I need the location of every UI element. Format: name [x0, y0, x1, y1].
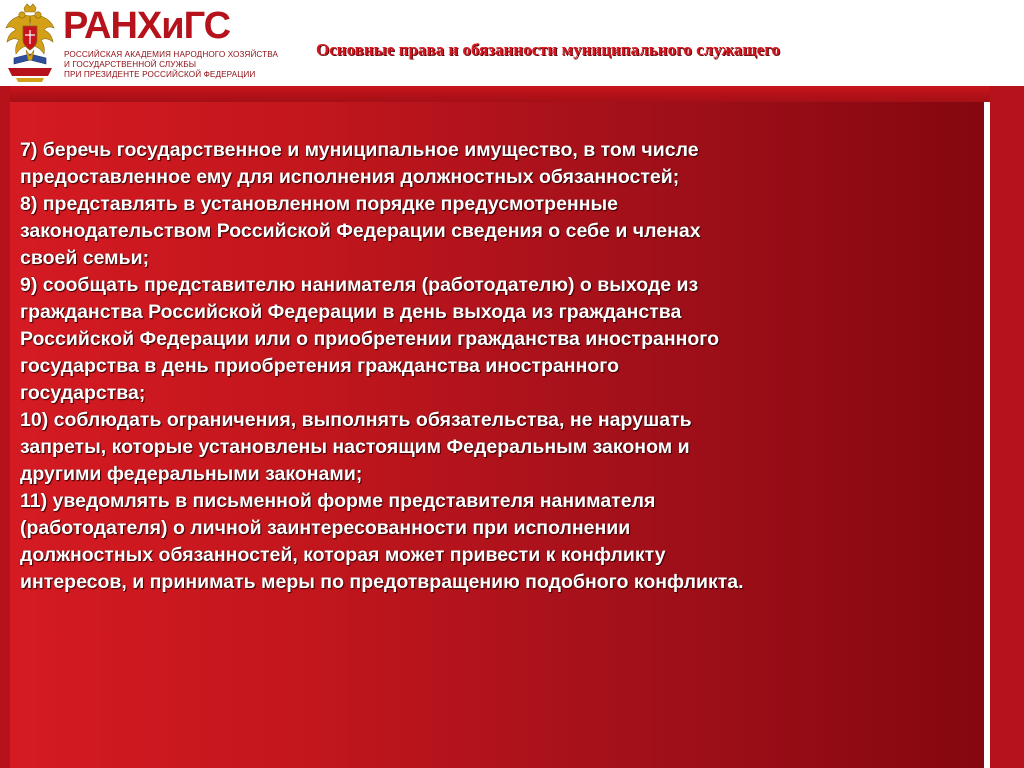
body-line: Российской Федерации или о приобретении гражданства иностранного — [20, 328, 720, 350]
body-line: 10) соблюдать ограничения, выполнять обязательства, не нарушать — [20, 409, 692, 431]
logo-subtitle-line: РОССИЙСКАЯ АКАДЕМИЯ НАРОДНОГО ХОЗЯЙСТВА — [64, 50, 279, 59]
body-line: 7) беречь государственное и муниципальное имущество, в том числе — [20, 139, 699, 161]
header — [0, 0, 1024, 88]
body-line: государства; — [20, 382, 146, 404]
logo-wordmark: РАНХиГС — [63, 5, 231, 47]
logo-subtitle-line: И ГОСУДАРСТВЕННОЙ СЛУЖБЫ — [64, 60, 197, 69]
body-line: своей семьи; — [20, 247, 150, 269]
body-line: 9) сообщать представителю нанимателя (работодателю) о выходе из — [20, 274, 699, 296]
header-band — [0, 86, 1024, 102]
body-line: гражданства Российской Федерации в день выхода из гражданства — [20, 301, 682, 323]
slide-title: Основные права и обязанности муниципального служащего — [316, 40, 780, 59]
body-line: 8) представлять в установленном порядке предусмотренные — [20, 193, 618, 215]
body-line: запреты, которые установлены настоящим Федеральным законом и — [20, 436, 690, 458]
body-line: законодательством Российской Федерации сведения о себе и членах — [20, 220, 701, 242]
body-line: 11) уведомлять в письменной форме представителя нанимателя — [20, 490, 656, 512]
body-line: другими федеральными законами; — [20, 463, 363, 485]
logo-subtitle-line: ПРИ ПРЕЗИДЕНТЕ РОССИЙСКОЙ ФЕДЕРАЦИИ — [64, 70, 256, 79]
body-line: государства в день приобретения гражданства иностранного — [20, 355, 620, 377]
panel-edge — [984, 102, 990, 768]
left-stripe — [0, 86, 10, 768]
body-line: предоставленное ему для исполнения должностных обязанностей; — [20, 166, 680, 188]
body-line: интересов, и принимать меры по предотвращению подобного конфликта. — [20, 571, 744, 593]
right-band — [990, 86, 1024, 768]
content-body — [20, 137, 980, 596]
double-headed-eagle-emblem-icon — [2, 2, 58, 84]
body-line: (работодателя) о личной заинтересованности при исполнении — [20, 517, 631, 539]
body-line: должностных обязанностей, которая может привести к конфликту — [20, 544, 666, 566]
